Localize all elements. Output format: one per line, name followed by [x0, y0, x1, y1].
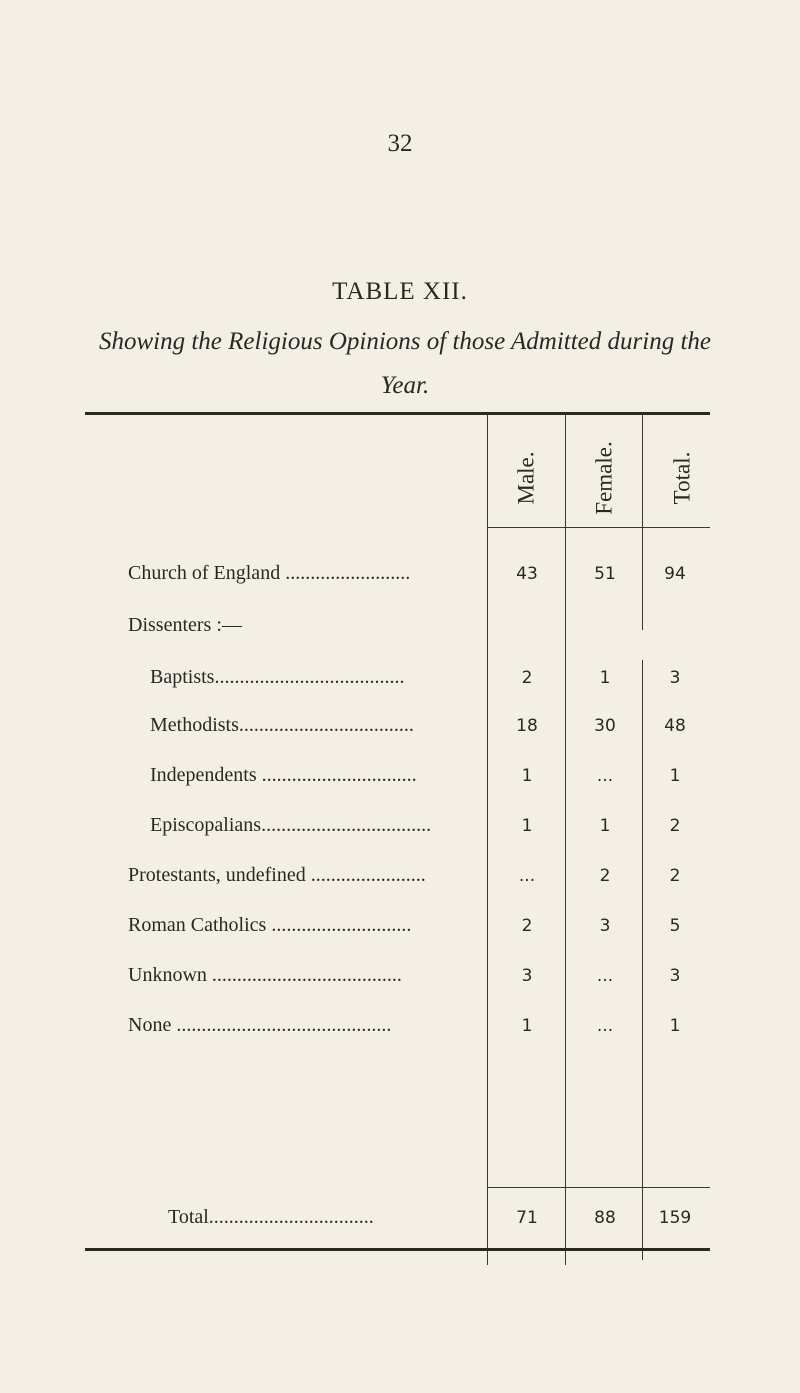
top-rule: [85, 412, 710, 415]
table-row: [0, 714, 800, 748]
female-value: 1: [599, 668, 611, 688]
male-value: 18: [516, 716, 538, 736]
total-row: [0, 1206, 800, 1240]
female-value: 51: [594, 564, 616, 584]
female-value: 1: [599, 816, 611, 836]
female-value: 2: [599, 866, 611, 886]
total-value: 3: [669, 668, 681, 688]
male-value: 2: [521, 668, 533, 688]
bottom-rule: [85, 1248, 710, 1251]
row-label: Church of England .........................: [128, 562, 411, 584]
total-value: 1: [669, 1016, 681, 1036]
column-header-male: Male.: [513, 450, 539, 505]
row-label: Baptists......................................: [150, 666, 405, 688]
total-value: 5: [669, 916, 681, 936]
male-value: ...: [518, 866, 536, 886]
female-value: 3: [599, 916, 611, 936]
total-rule: [487, 1187, 710, 1188]
row-label: Roman Catholics ............................: [128, 914, 412, 936]
female-value: ...: [596, 766, 614, 786]
table-row: [0, 964, 800, 998]
female-value: ...: [596, 1016, 614, 1036]
column-header-total: Total.: [669, 451, 694, 504]
total-value: 48: [664, 716, 686, 736]
male-value: 2: [521, 916, 533, 936]
total-value: 3: [669, 966, 681, 986]
male-value: 43: [516, 564, 538, 584]
row-label: None ...........................................: [128, 1014, 392, 1036]
male-total: 71: [516, 1208, 538, 1228]
row-label: Independents ...............................: [150, 764, 417, 786]
total-value: 2: [669, 816, 681, 836]
page-number: 32: [387, 130, 413, 157]
row-label: Dissenters :—: [128, 614, 242, 636]
male-value: 1: [521, 1016, 533, 1036]
column-header-female: Female.: [591, 440, 617, 515]
table-row: [0, 814, 800, 848]
total-value: 2: [669, 866, 681, 886]
grand-total: 159: [658, 1208, 692, 1228]
column-divider-total-lower: [642, 660, 643, 1260]
row-label: Unknown ......................................: [128, 964, 402, 986]
table-row: [0, 764, 800, 798]
table-row: [0, 1014, 800, 1048]
table-row: [0, 666, 800, 700]
female-total: 88: [594, 1208, 616, 1228]
total-value: 94: [664, 564, 686, 584]
total-label: Total.................................: [168, 1206, 374, 1228]
row-label: Methodists...................................: [150, 714, 414, 736]
table-title: TABLE XII.: [332, 278, 468, 305]
row-label: Episcopalians..................................: [150, 814, 432, 836]
male-value: 1: [521, 766, 533, 786]
total-value: 1: [669, 766, 681, 786]
table-row: [0, 914, 800, 948]
row-label: Protestants, undefined .......................: [128, 864, 426, 886]
female-value: 30: [594, 716, 616, 736]
male-value: 3: [521, 966, 533, 986]
table-row: [0, 562, 800, 596]
header-underline: [487, 527, 710, 528]
male-value: 1: [521, 816, 533, 836]
table-subtitle: Showing the Religious Opinions of those Admitted during the Year.: [98, 328, 711, 399]
table-row: [0, 864, 800, 898]
table-row: [0, 614, 800, 648]
female-value: ...: [596, 966, 614, 986]
